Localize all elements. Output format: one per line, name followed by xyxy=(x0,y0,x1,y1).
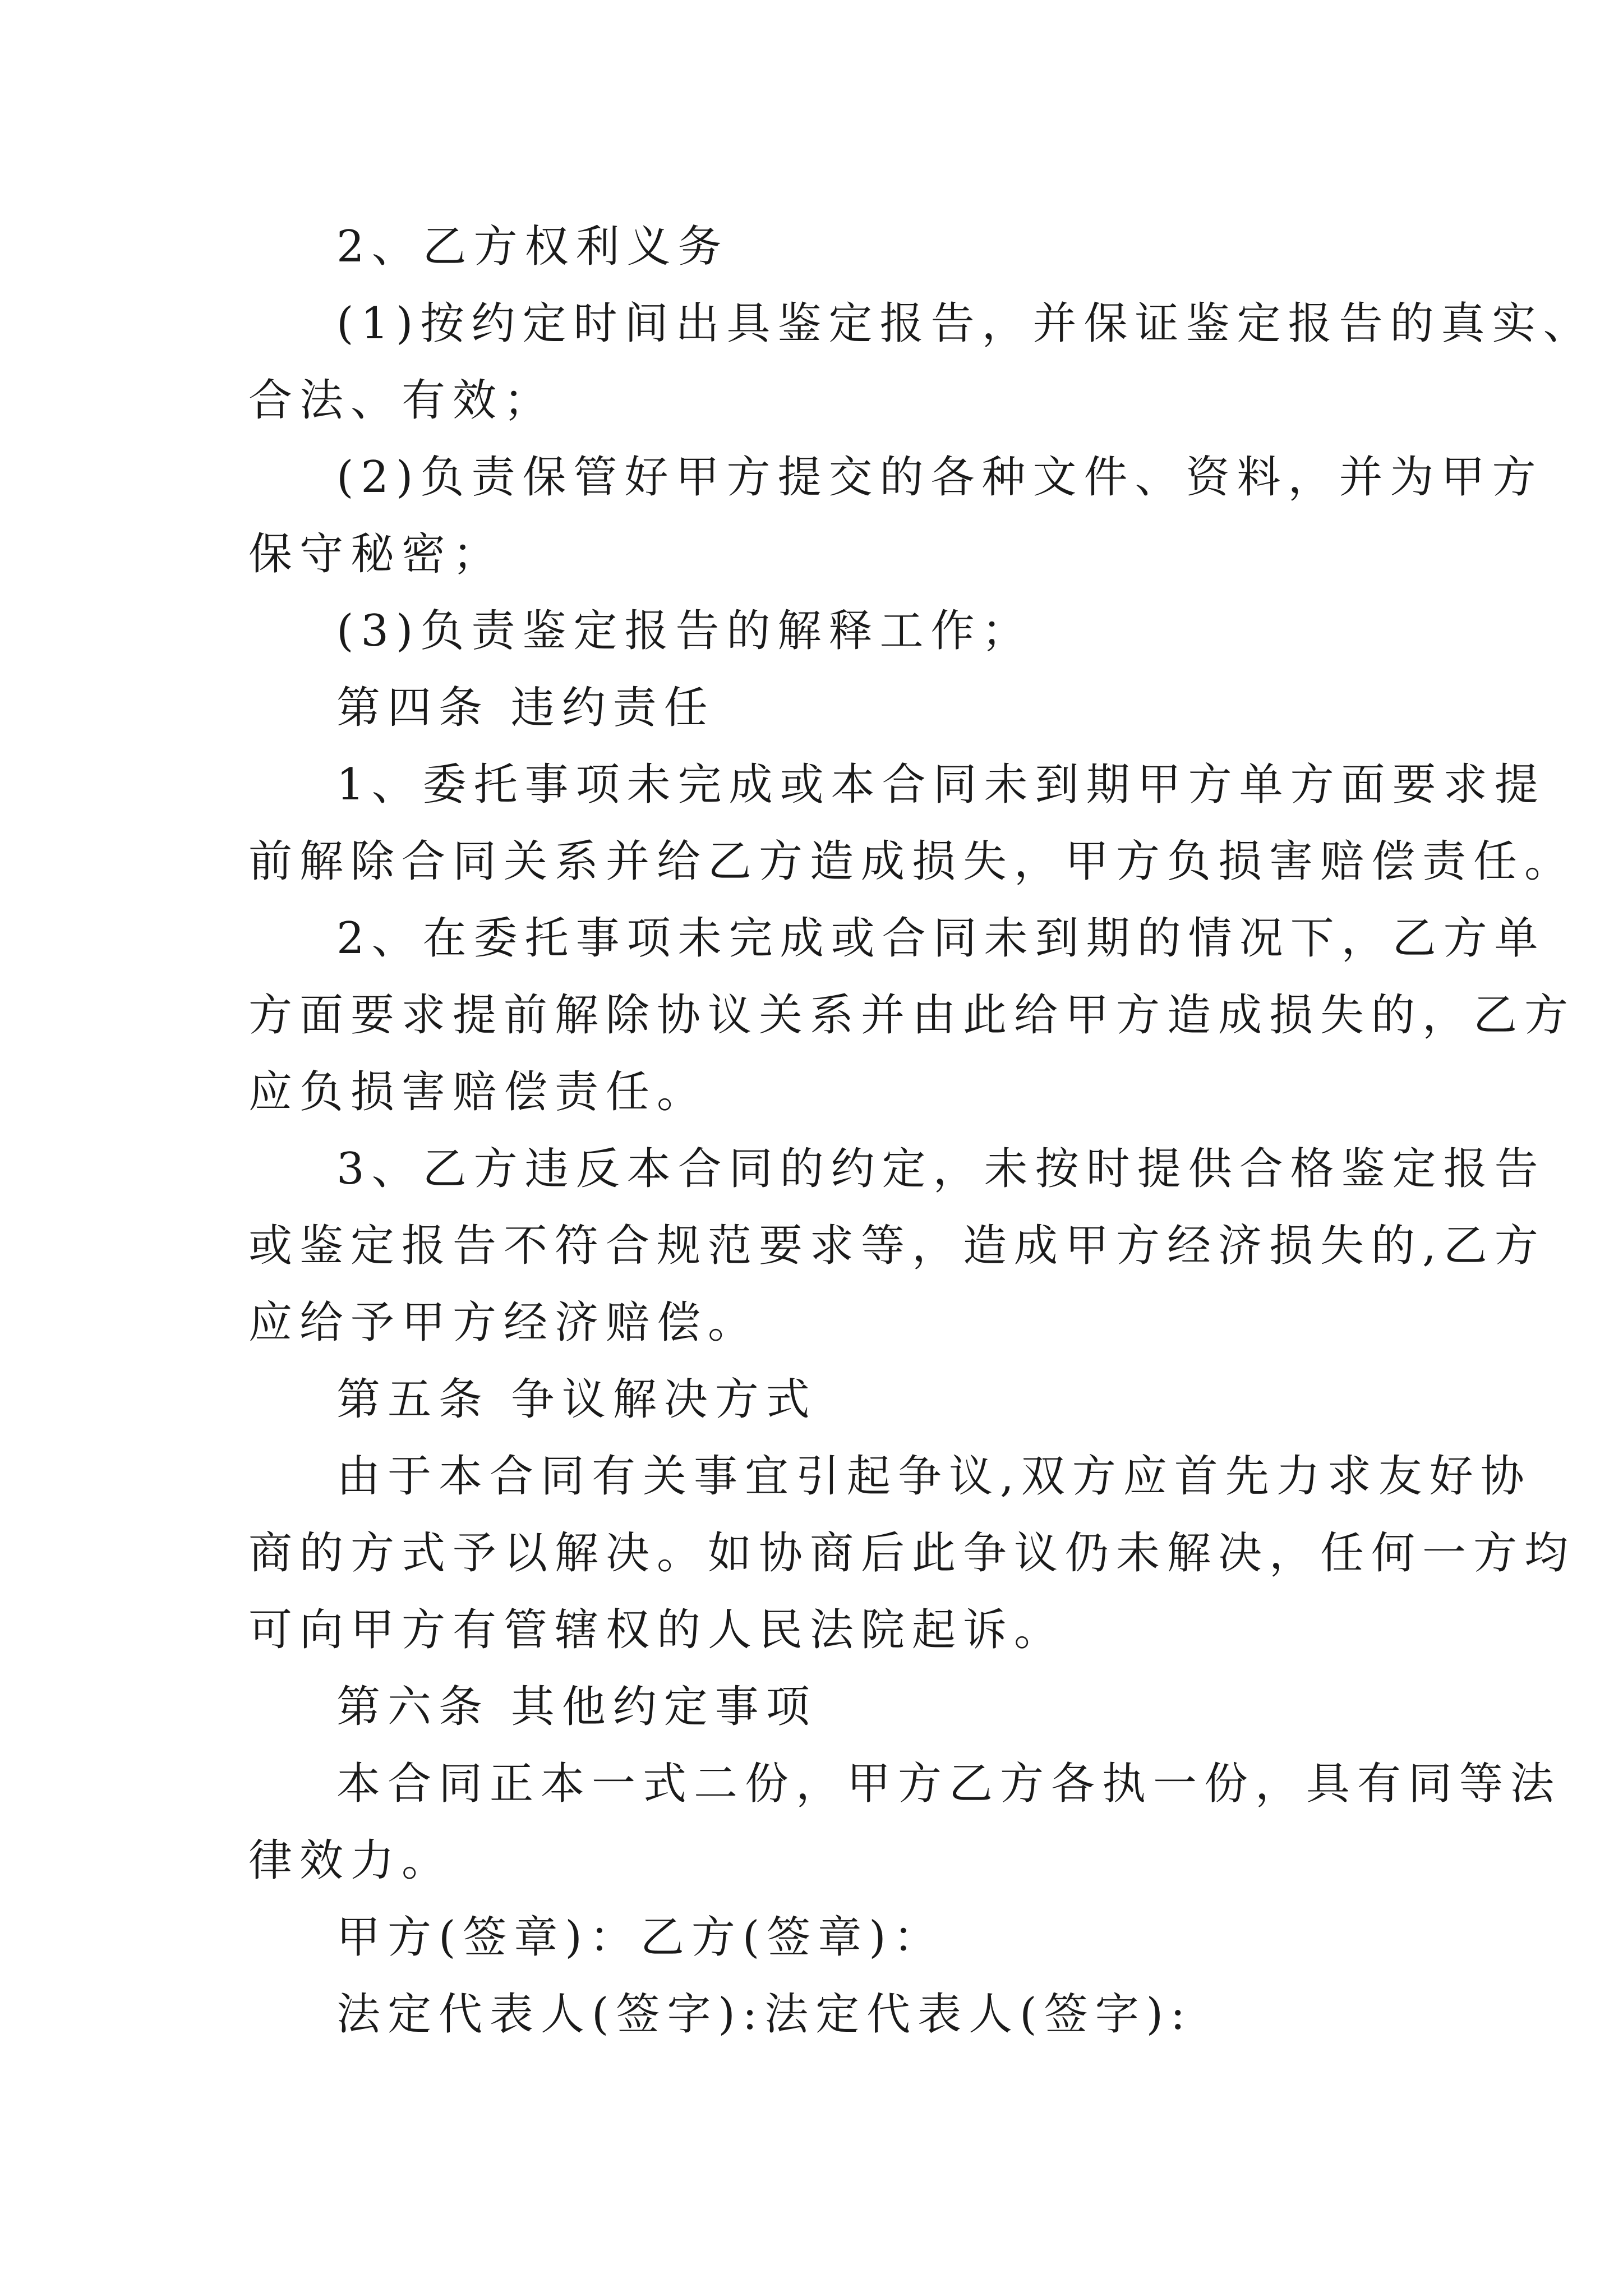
signature-line-representative: 法定代表人(签字):法定代表人(签字): xyxy=(336,1989,1193,2040)
text-line-17: 由于本合同有关事宜引起争议,双方应首先力求友好协 xyxy=(336,1451,1532,1502)
section-heading-6: 第六条 其他约定事项 xyxy=(336,1682,817,1732)
signature-line-party: 甲方(签章)：乙方(签章)： xyxy=(336,1912,944,1963)
text-line-4: (2)负责保管好甲方提交的各种文件、资料，并为甲方 xyxy=(336,452,1543,503)
text-line-8: 1、委托事项未完成或本合同未到期甲方单方面要求提 xyxy=(336,760,1546,810)
text-line-3: 合法、有效； xyxy=(248,375,555,426)
section-heading-5: 第五条 争议解决方式 xyxy=(336,1374,817,1425)
text-line-10: 2、在委托事项未完成或合同未到期的情况下，乙方单 xyxy=(336,913,1546,964)
text-line-18: 商的方式予以解决。如协商后此争议仍未解决，任何一方均 xyxy=(248,1528,1576,1579)
text-line-9: 前解除合同关系并给乙方造成损失，甲方负损害赔偿责任。 xyxy=(248,836,1576,887)
text-line-2: (1)按约定时间出具鉴定报告，并保证鉴定报告的真实、 xyxy=(336,298,1594,349)
text-line-19: 可向甲方有管辖权的人民法院起诉。 xyxy=(248,1605,1066,1655)
text-line-14: 或鉴定报告不符合规范要求等，造成甲方经济损失的,乙方 xyxy=(248,1221,1546,1271)
text-line-15: 应给予甲方经济赔偿。 xyxy=(248,1297,759,1348)
text-line-5: 保守秘密； xyxy=(248,529,504,579)
text-line-6: (3)负责鉴定报告的解释工作； xyxy=(336,606,1033,656)
text-line-11: 方面要求提前解除协议关系并由此给甲方造成损失的，乙方 xyxy=(248,990,1576,1041)
text-line-13: 3、乙方违反本合同的约定，未按时提供合格鉴定报告 xyxy=(336,1144,1546,1194)
text-line-12: 应负损害赔偿责任。 xyxy=(248,1067,708,1117)
text-line-21: 本合同正本一式二份，甲方乙方各执一份，具有同等法 xyxy=(336,1759,1562,1809)
text-line-22: 律效力。 xyxy=(248,1835,453,1886)
section-heading-4: 第四条 违约责任 xyxy=(336,683,715,733)
text-line-1: 2、乙方权利义务 xyxy=(336,222,729,272)
